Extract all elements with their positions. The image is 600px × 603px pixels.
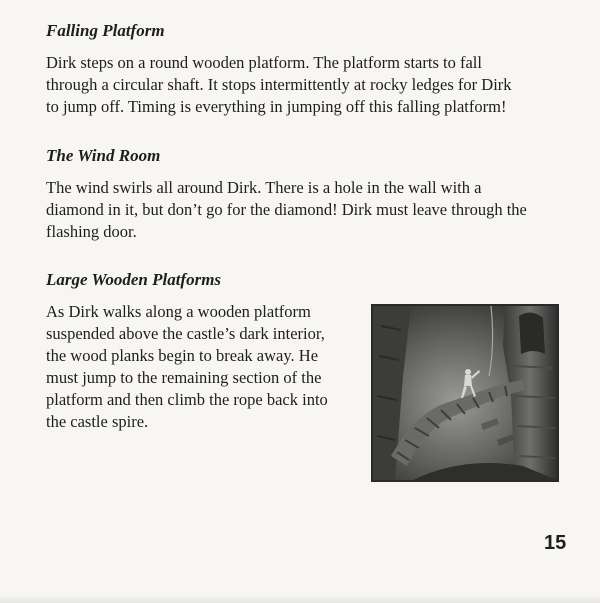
section-heading-wind-room: The Wind Room: [46, 146, 161, 165]
body-line: must jump to the remaining section of the: [46, 368, 322, 387]
body-line: As Dirk walks along a wooden platform: [46, 302, 311, 321]
body-line: flashing door.: [46, 222, 137, 241]
section-heading-falling-platform: Falling Platform: [46, 21, 165, 40]
body-line: through a circular shaft. It stops intermittently at rocky ledges for Dirk: [46, 75, 512, 94]
body-line: the wood planks begin to break away. He: [46, 346, 319, 365]
section-heading-large-wooden-platforms: Large Wooden Platforms: [46, 270, 222, 289]
page-edge-shadow: [0, 595, 600, 603]
game-screenshot-image: [371, 304, 559, 482]
castle-interior-scene: [373, 306, 557, 480]
body-line: The wind swirls all around Dirk. There is a hole in the wall with a: [46, 178, 482, 197]
body-line: to jump off. Timing is everything in jumping off this falling platform!: [46, 97, 507, 116]
body-line: suspended above the castle’s dark interior,: [46, 324, 325, 343]
body-line: diamond in it, but don’t go for the diamond! Dirk must leave through the: [46, 200, 527, 219]
section-body-wind-room: [46, 177, 527, 243]
section-body-falling-platform: [46, 52, 512, 118]
page-number: 15: [544, 532, 567, 554]
body-line: the castle spire.: [46, 412, 149, 431]
body-line: platform and then climb the rope back into: [46, 390, 328, 409]
body-line: Dirk steps on a round wooden platform. The platform starts to fall: [46, 53, 482, 72]
section-body-large-wooden-platforms: [46, 301, 328, 433]
